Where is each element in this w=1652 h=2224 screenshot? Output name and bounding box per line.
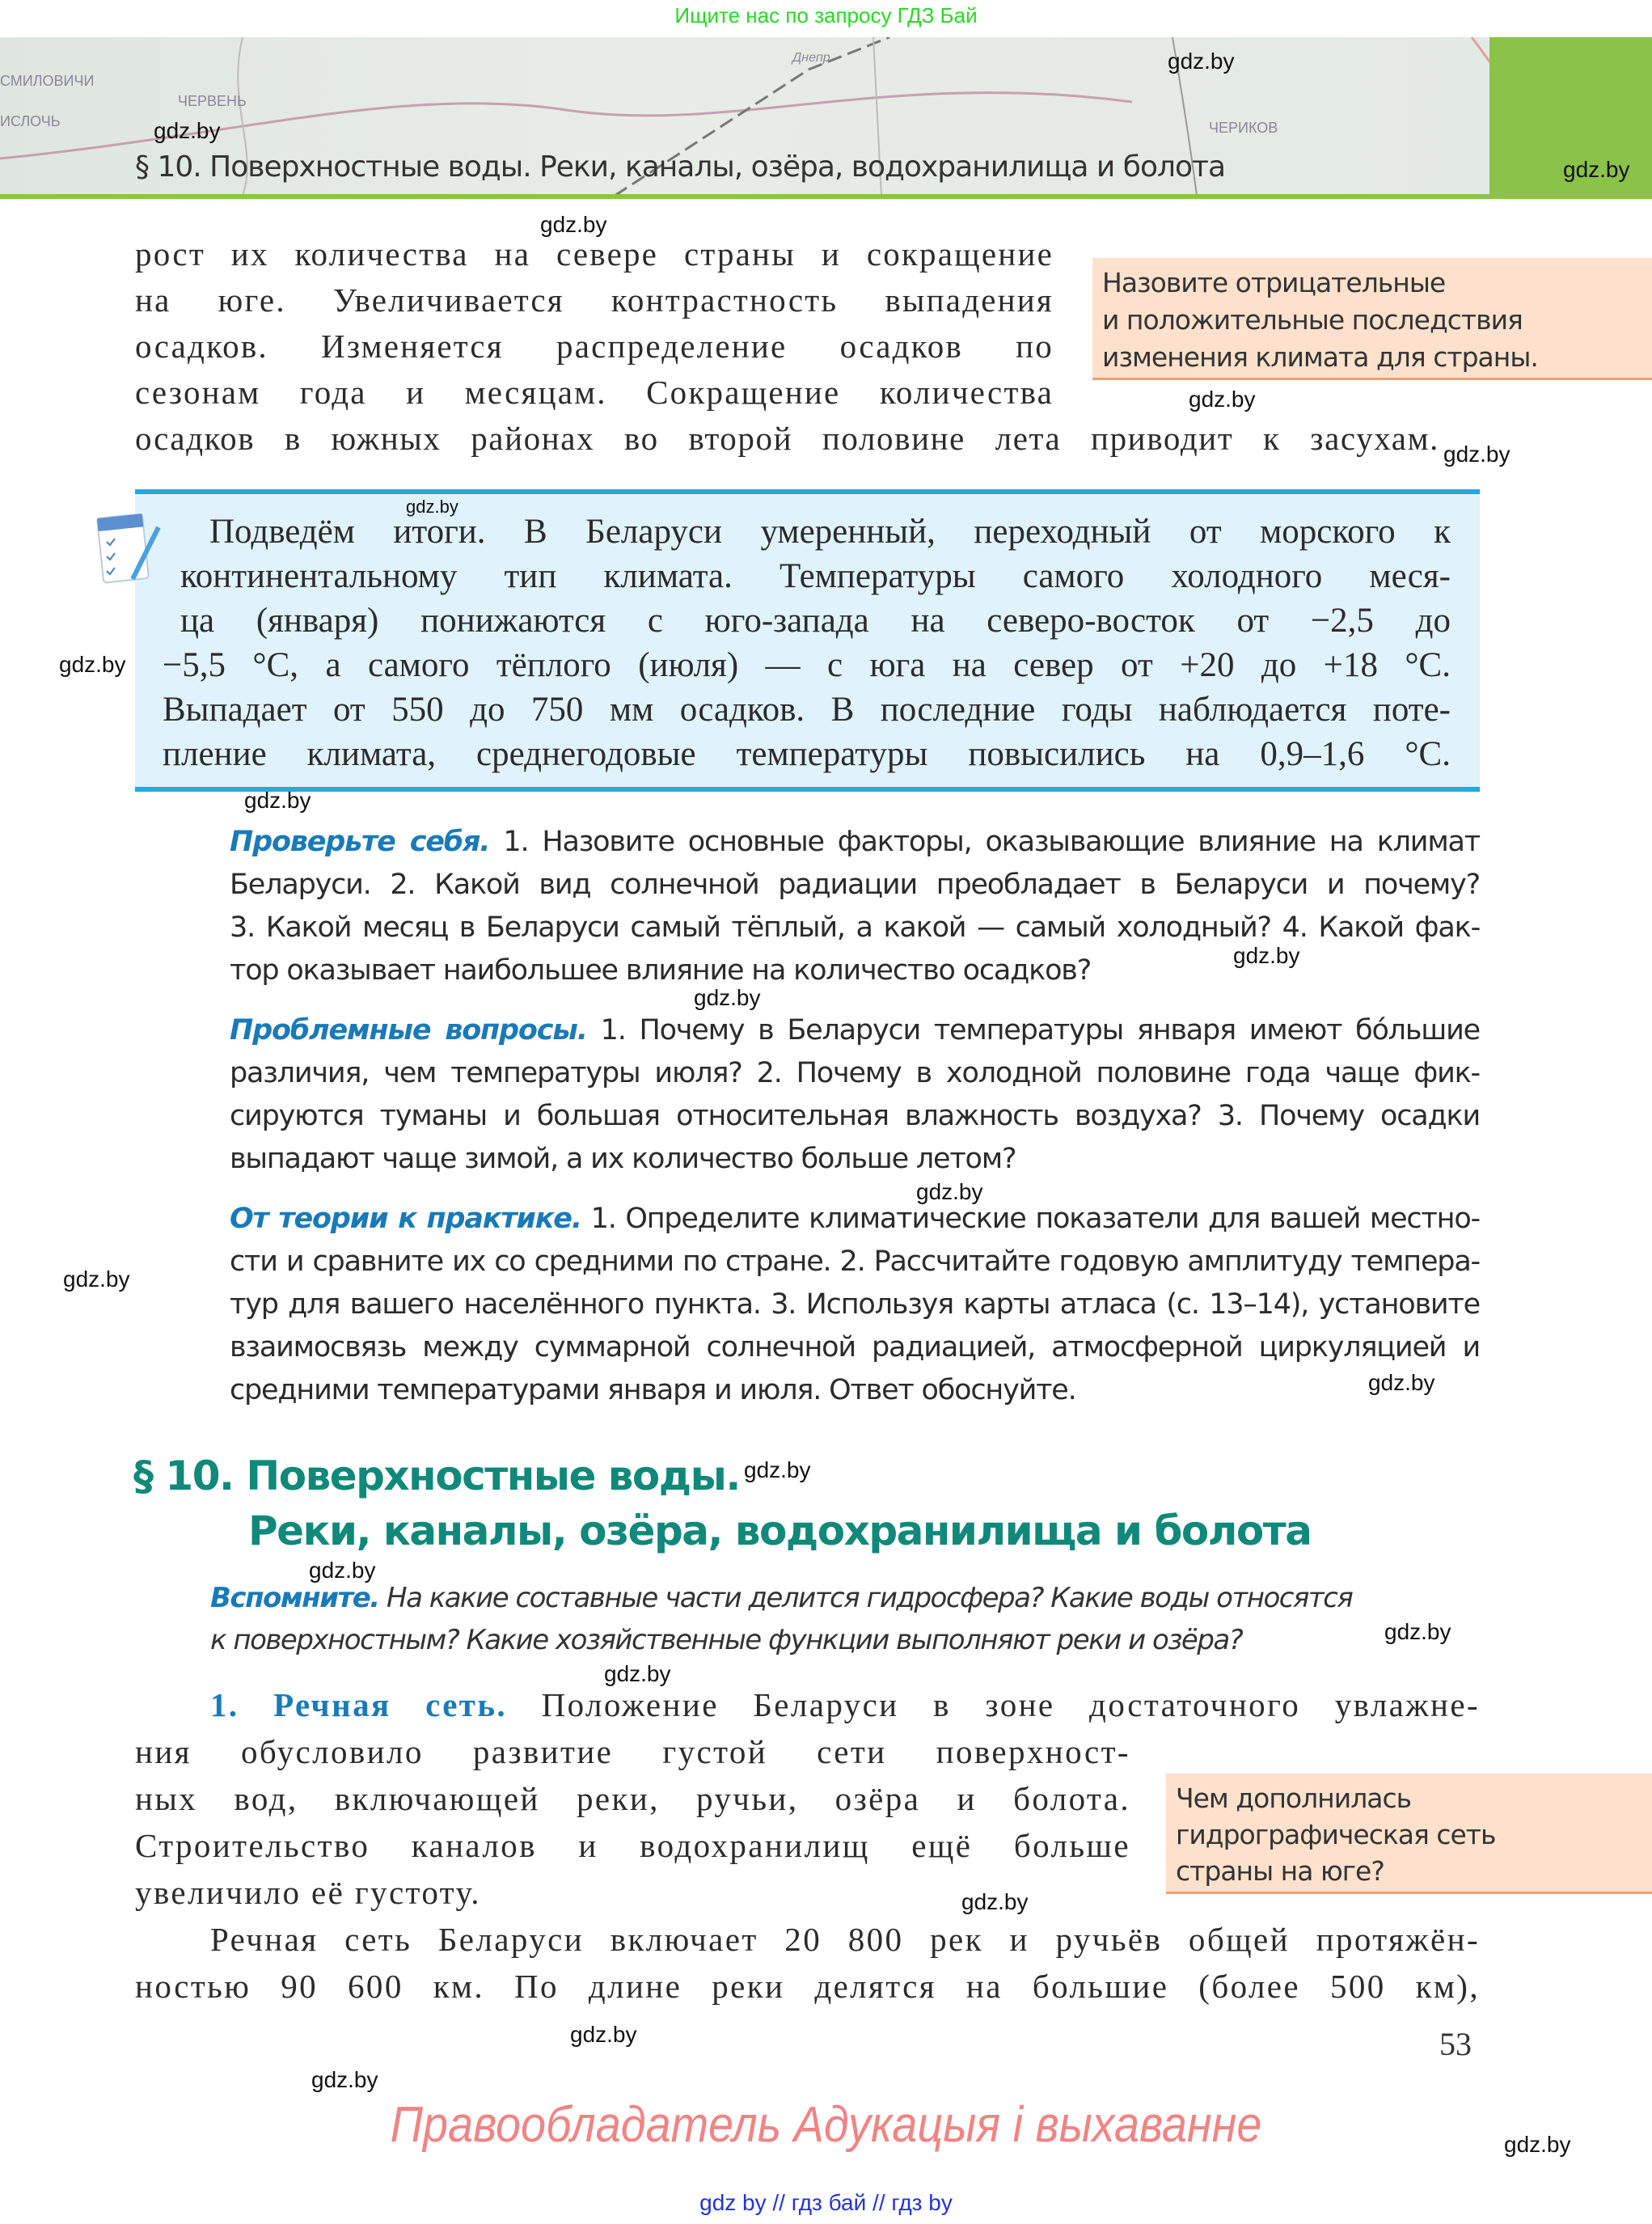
- body-text-line: рост их количества на севере страны и сокращение: [135, 235, 1054, 273]
- problem-questions-label: Проблемные вопросы.: [230, 1014, 587, 1046]
- watermark: gdz.by: [1368, 1370, 1435, 1395]
- watermark: gdz.by: [244, 788, 311, 813]
- watermark: gdz.by: [1233, 943, 1300, 968]
- body-text-line: ных вод, включающей реки, ручьи, озёра и болота.: [135, 1780, 1130, 1817]
- map-label: Днепр: [792, 51, 830, 65]
- map-label: ИСЛОЧЬ: [0, 113, 61, 129]
- remind-label: Вспомните.: [210, 1582, 379, 1614]
- copyright-notice: Правообладатель Адукацыя і выхаванне: [390, 2097, 1262, 2153]
- side-question-box: [1092, 258, 1652, 380]
- question-text: выпадают чаще зимой, а их количество больше летом?: [230, 1143, 1016, 1175]
- side-question-line: страны на юге?: [1176, 1855, 1384, 1887]
- watermark: gdz.by: [59, 652, 126, 677]
- watermark: gdz.by: [1443, 442, 1510, 467]
- watermark: gdz.by: [311, 2067, 378, 2092]
- watermark: gdz.by: [694, 985, 761, 1010]
- body-text-line: увеличило её густоту.: [135, 1874, 481, 1911]
- remind-text: к поверхностным? Какие хозяйственные функции выполняют реки и озёра?: [210, 1624, 1243, 1656]
- body-text-line: Строительство каналов и водохранилищ ещё больше: [135, 1827, 1130, 1864]
- map-label: ЧЕРИКОВ: [1209, 120, 1278, 136]
- question-text: взаимосвязь между суммарной солнечной радиацией, атмосферной циркуляцией и: [230, 1331, 1480, 1364]
- header-divider: [0, 194, 1652, 199]
- question-text: сти и сравните их со средними по стране. 2. Рассчитайте годовую амплитуду темпера-: [230, 1245, 1480, 1278]
- problem-questions-line: [230, 1014, 1480, 1046]
- river-network-line: [210, 1685, 1480, 1724]
- side-question-line: изменения климата для страны.: [1102, 341, 1538, 373]
- search-hint: Ищите нас по запросу ГДЗ Бай: [674, 3, 978, 27]
- watermark: gdz.by: [406, 497, 458, 517]
- watermark: gdz.by: [154, 118, 221, 143]
- body-text: Положение Беларуси в зоне достаточного увлажне-: [507, 1686, 1480, 1723]
- watermark: gdz.by: [916, 1179, 983, 1204]
- watermark: gdz.by: [604, 1661, 671, 1686]
- river-network-heading: 1. Речная сеть.: [210, 1686, 508, 1723]
- watermark: gdz.by: [744, 1457, 811, 1482]
- check-yourself-label: Проверьте себя.: [230, 826, 490, 858]
- watermark: gdz.by: [63, 1266, 130, 1292]
- summary-box: [135, 489, 1480, 792]
- remind-text: На какие составные части делится гидросфера? Какие воды относятся: [378, 1582, 1353, 1614]
- question-text: тур для вашего населённого пункта. 3. Используя карты атласа (с. 13–14), установите: [230, 1288, 1480, 1321]
- summary-line: Подведём итоги. В Беларуси умеренный, переходный от морского к: [209, 513, 1451, 551]
- question-text: 1. Назовите основные факторы, оказывающие влияние на климат: [489, 826, 1480, 858]
- question-text: 1. Почему в Беларуси температуры января имеют бóльшие: [586, 1014, 1480, 1046]
- check-yourself-line: [230, 826, 1480, 858]
- summary-line: Выпадает от 550 до 750 мм осадков. В последние годы наблюдается поте-: [163, 691, 1451, 729]
- question-text: различия, чем температуры июля? 2. Почему в холодной половине года чаще фик-: [230, 1057, 1480, 1089]
- side-question-line: и положительные последствия: [1102, 304, 1523, 336]
- body-text-line: ния обусловило развитие густой сети поверхност-: [135, 1733, 1130, 1770]
- watermark: gdz.by: [961, 1889, 1029, 1914]
- watermark: gdz.by: [570, 2022, 637, 2047]
- body-text-line: сезонам года и месяцам. Сокращение количества: [135, 374, 1054, 411]
- body-text-line: на юге. Увеличивается контрастность выпадения: [135, 281, 1054, 319]
- map-label: СМИЛОВИЧИ: [0, 73, 95, 89]
- watermark: gdz.by: [1189, 387, 1256, 412]
- side-question-line: гидрографическая сеть: [1176, 1819, 1496, 1850]
- remind-line: [210, 1582, 1480, 1614]
- question-text: тор оказывает наибольшее влияние на количество осадков?: [230, 954, 1092, 987]
- running-header-title: § 10. Поверхностные воды. Реки, каналы, озёра, водохранилища и болота: [135, 150, 1226, 184]
- section-subtitle: Реки, каналы, озёра, водохранилища и болота: [248, 1507, 1312, 1554]
- question-text: 3. Какой месяц в Беларуси самый тёплый, а какой — самый холодный? 4. Какой фак-: [230, 911, 1480, 944]
- watermark: gdz.by: [1563, 157, 1630, 182]
- question-text: средними температурами января и июля. Ответ обоснуйте.: [230, 1374, 1076, 1406]
- body-text-line: осадков в южных районах во второй половине лета приводит к засухам.: [135, 420, 1439, 457]
- watermark: gdz.by: [1384, 1619, 1451, 1644]
- watermark: gdz.by: [1168, 49, 1235, 74]
- body-text-line: Речная сеть Беларуси включает 20 800 рек и ручьёв общей протяжён-: [210, 1921, 1480, 1958]
- watermark: gdz.by: [1504, 2132, 1571, 2157]
- summary-line: пление климата, среднегодовые температуры повысились на 0,9–1,6 °С.: [163, 735, 1451, 773]
- question-text: сируются туманы и большая относительная влажность воздуха? 3. Почему осадки: [230, 1100, 1480, 1132]
- checklist-icon: [95, 509, 167, 590]
- map-label: ЧЕРВЕНЬ: [178, 93, 247, 109]
- side-question-line: Чем дополнилась: [1176, 1782, 1412, 1814]
- summary-line: ца (января) понижаются с юго-запада на северо-восток от −2,5 до: [180, 602, 1451, 640]
- practice-label: От теории к практике.: [230, 1203, 581, 1235]
- question-text: Беларуси. 2. Какой вид солнечной радиации преобладает в Беларуси и почему?: [230, 869, 1480, 901]
- watermark: gdz.by: [540, 212, 607, 237]
- site-links[interactable]: gdz by // гдз бай // гдз by: [699, 2190, 953, 2215]
- side-question-line: Назовите отрицательные: [1102, 267, 1446, 298]
- summary-line: −5,5 °С, а самого тёплого (июля) — с юга на север от +20 до +18 °С.: [163, 646, 1451, 684]
- body-text-line: осадков. Изменяется распределение осадков по: [135, 328, 1054, 365]
- summary-line: континентальному тип климата. Температуры самого холодного меся-: [180, 557, 1451, 595]
- practice-line: [230, 1203, 1480, 1235]
- body-text-line: ностью 90 600 км. По длине реки делятся на большие (более 500 км),: [135, 1968, 1480, 2005]
- page-number: 53: [1439, 2026, 1472, 2062]
- section-title: § 10. Поверхностные воды.: [133, 1452, 740, 1499]
- question-text: 1. Определите климатические показатели для вашей местно-: [581, 1203, 1480, 1235]
- side-question-box: [1166, 1774, 1652, 1894]
- watermark: gdz.by: [309, 1558, 376, 1583]
